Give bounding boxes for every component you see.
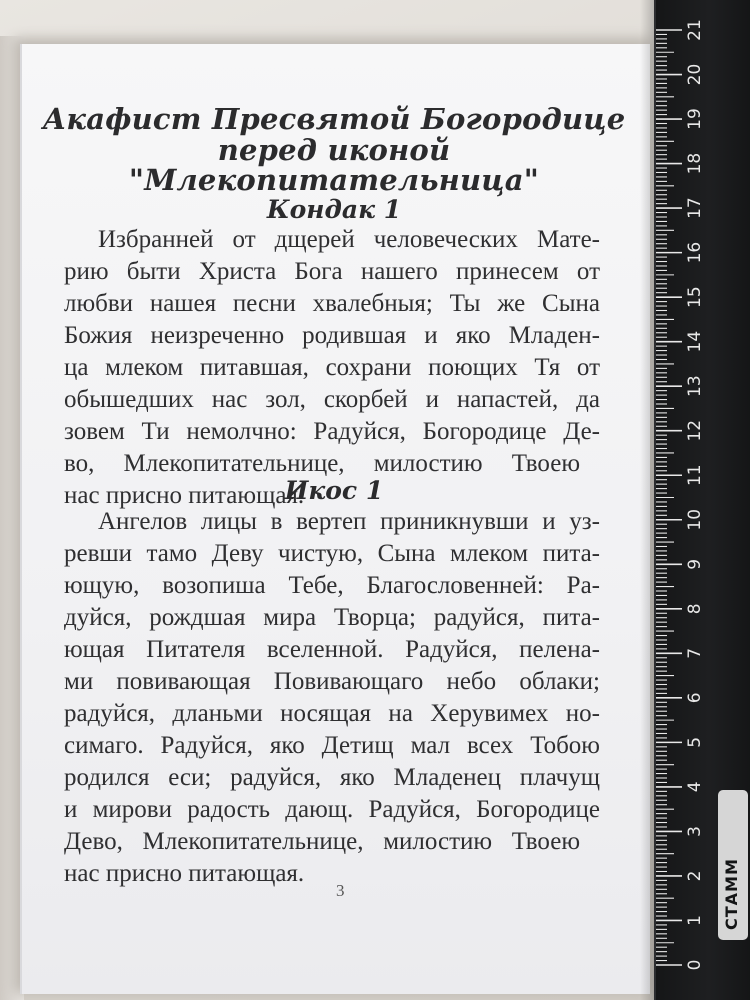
ruler-number: 12 (685, 419, 705, 442)
ikos-line: ющая Питателя вселенной. Радуйся, пелена- (64, 636, 600, 663)
title-line-3: "Млекопитательница" (128, 163, 540, 197)
ruler-number: 20 (685, 63, 705, 86)
ruler-number: 9 (685, 558, 705, 570)
title-line-1: Акафист Пресвятой Богородице (42, 102, 626, 136)
ruler-number: 14 (685, 330, 705, 353)
ruler-number: 17 (685, 197, 705, 219)
title-line-2: перед иконой (217, 133, 451, 167)
page-number: 3 (336, 881, 345, 900)
ruler-number: 16 (685, 241, 705, 264)
ikos-line: Ангелов лицы в вертеп приникнувши и уз- (98, 508, 600, 535)
ikos-heading: Икос 1 (284, 476, 384, 505)
ruler-number: 15 (685, 286, 705, 308)
ikos-line: нас присно питающая. (64, 860, 305, 887)
ikos-line: дуйся, рождшая мира Творца; радуйся, пита- (64, 604, 600, 631)
ikos-line: ревши тамо Деву чистую, Сына млеком пита- (64, 540, 600, 567)
ikos-line: родился еси; радуйся, яко Младенец плачущ (64, 764, 600, 791)
kondak-line: зовем Ти немолчно: Радуйся, Богородице Де- (64, 418, 600, 445)
ikos-line: ми повивающая Повивающаго небо облаки; (64, 668, 600, 695)
ruler-number: 19 (685, 108, 705, 130)
ruler-number: 0 (685, 959, 705, 971)
kondak-heading: Кондак 1 (266, 195, 402, 224)
ruler-number: 21 (685, 19, 705, 41)
ikos-line: и мирови радость дающ. Радуйся, Богородице (64, 796, 600, 823)
ruler-number: 11 (685, 464, 705, 487)
kondak-line: нас присно питающая. (64, 482, 305, 509)
ruler-number: 5 (685, 736, 705, 748)
ruler-number: 6 (685, 692, 705, 704)
kondak-line: обышедших нас зол, скорбей и напастей, да (64, 386, 600, 413)
ruler-number: 1 (685, 915, 705, 926)
kondak-line: Божия неизреченно родившая и яко Младен- (64, 322, 600, 349)
ruler-number: 4 (685, 781, 705, 793)
ruler-number: 8 (685, 603, 705, 615)
ikos-line: симаго. Радуйся, яко Детищ мал всех Тобою (64, 732, 600, 759)
ruler-number: 13 (685, 375, 705, 398)
ikos-line: ющую, возопиша Тебе, Благословенней: Ра- (64, 572, 600, 599)
ruler-number: 3 (685, 826, 705, 837)
ruler-number: 18 (685, 152, 705, 175)
kondak-line: любви нашея песни хвалебныя; Ты же Сына (64, 290, 600, 317)
ikos-line: Дево, Млекопитательнице, милостию Твоею (64, 828, 580, 855)
kondak-line: ца млеком питавшая, сохрани поющих Тя от (64, 354, 600, 381)
ruler-number: 2 (685, 870, 705, 882)
kondak-line: рию быти Христа Бога нашего принесем от (64, 258, 600, 285)
ruler-number: 10 (685, 508, 705, 531)
ruler-brand-text: СТАММ (722, 858, 741, 930)
kondak-line: во, Млекопитательнице, милостию Твоею (64, 450, 580, 477)
ikos-line: радуйся, дланьми носящая на Херувимех но- (64, 700, 600, 727)
ruler-number: 7 (685, 647, 705, 659)
kondak-line: Избранней от дщерей человеческих Мате- (98, 226, 600, 253)
